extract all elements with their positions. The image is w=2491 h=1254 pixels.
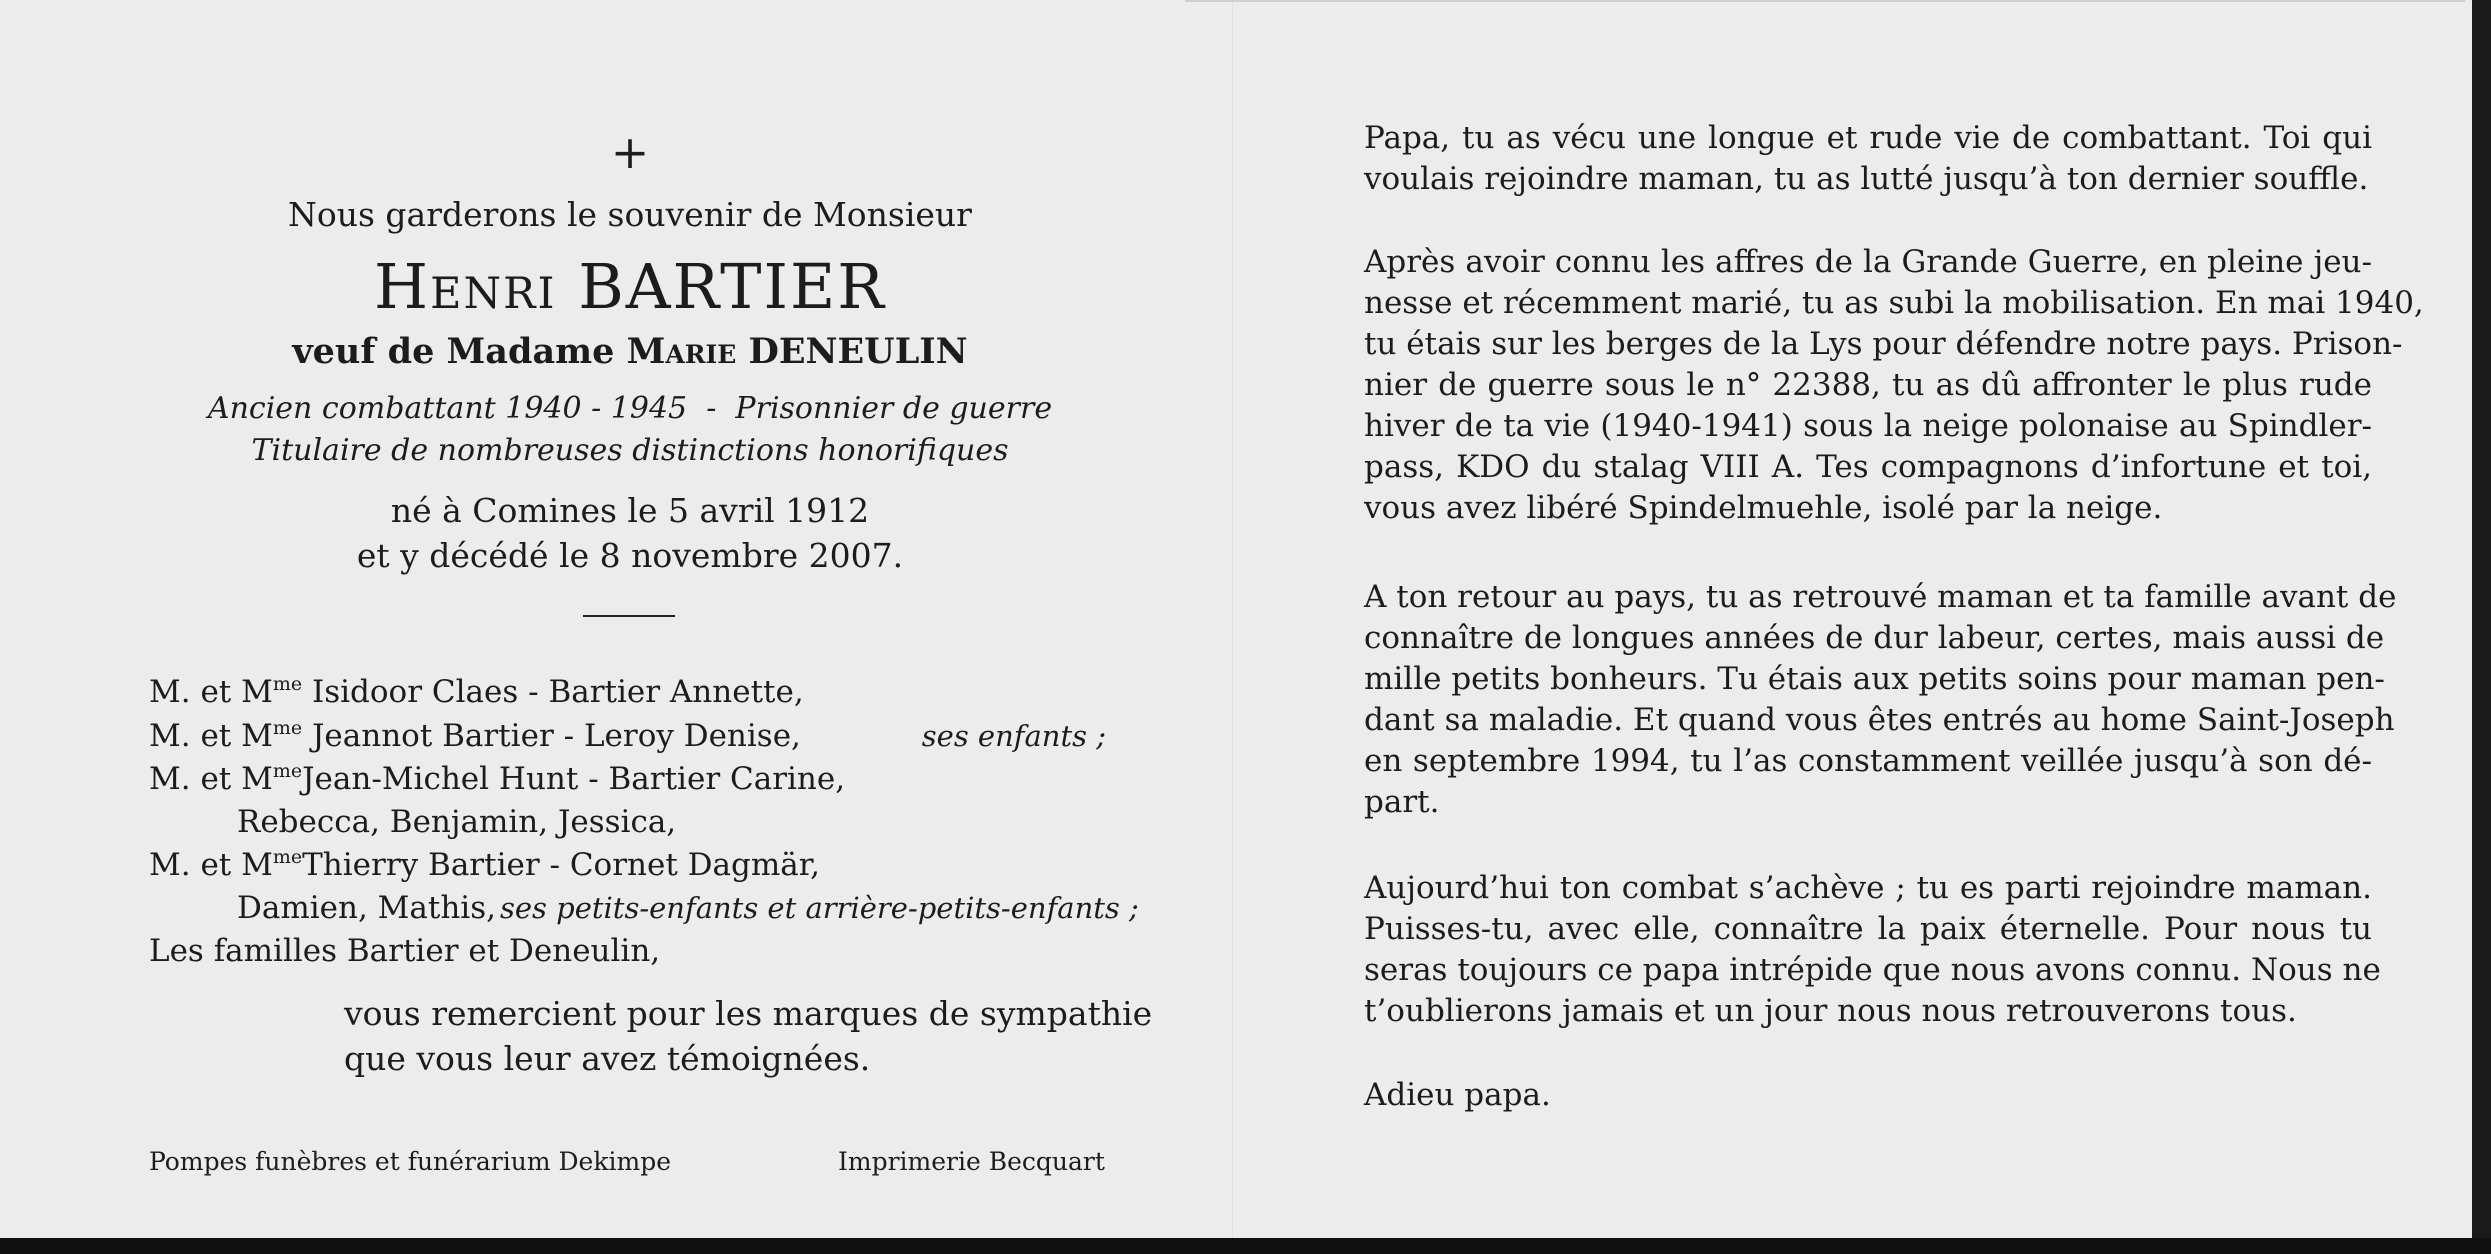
scan-edge-bottom xyxy=(0,1238,2491,1254)
birth-line: né à Comines le 5 avril 1912 xyxy=(390,491,870,530)
paragraph-3: A ton retour au pays, tu as retrouvé maman et ta famille avant de connaître de longues années de dur labeur, certes, mais aussi de mille petits bonheurs. Tu étais aux petits soins pour maman pen- dant sa maladie. Et quand vous êtes entrés au home Saint-Joseph en septembre 1994, tu l’as constamment veillée jusqu’à son dé- part. xyxy=(1364,579,2397,820)
family-line: M. et $M^{me}Jean$-Michel Hunt - Bartier Carine, xyxy=(149,760,846,797)
family-line: Damien, Mathis, xyxy=(237,890,496,926)
thanks-line-2: que vous leur avez témoignées. xyxy=(344,1039,871,1078)
first-name: Henri xyxy=(374,250,557,323)
spouse-first-name: Marie xyxy=(626,331,737,372)
family-line: M. et $M^{me}Thierry$ Bartier - Cornet Dagmär, xyxy=(149,846,820,883)
family-line: Rebecca, Benjamin, Jessica, xyxy=(237,804,677,840)
paragraph-4: Aujourd’hui ton combat s’achève ; tu es parti rejoindre maman. Puisses-tu, avec elle, connaître la paix éternelle. Pour nous tu seras toujours ce papa intrépide que nous avons connu. Nous ne t’oublierons jamais et un jour nous nous retrouverons tous. xyxy=(1364,870,2381,1029)
title-line-2: Titulaire de nombreuses distinctions honorifiques xyxy=(251,433,1009,468)
spouse-prefix: veuf de Madame xyxy=(292,331,615,372)
thanks-line-1: vous remercient pour les marques de sympathie xyxy=(344,994,1153,1033)
grandchildren-note: ses petits-enfants et arrière-petits-enfants ; xyxy=(500,891,1139,925)
printer-credit: Imprimerie Becquart xyxy=(838,1147,1105,1176)
family-line: M. et $M^{me}$ Jeannot Bartier - Leroy Denise, xyxy=(149,717,801,754)
spouse-line xyxy=(140,326,1120,378)
paragraph-2: Après avoir connu les affres de la Grande Guerre, en pleine jeu- nesse et récemment marié, tu as subi la mobilisation. En mai 1940, tu étais sur les berges de la Lys pour défendre notre pays. Prison- nier de guerre sous le n° 22388, tu as dû affronter le plus rude hiver de ta vie (1940-1941) sous la neige polonaise au Spindler- pass, KDO du stalag VIII A. Tes compagnons d’infortune et toi, vous avez libéré Spindelmuehle, isolé par la neige. xyxy=(1364,244,2424,526)
spouse-last-name: DENEULIN xyxy=(748,331,968,372)
death-line: et y décédé le 8 novembre 2007. xyxy=(356,536,904,575)
family-line: M. et $M^{me}$ Isidoor Claes - Bartier Annette, xyxy=(149,673,804,710)
divider xyxy=(583,615,675,617)
family-line: Les familles Bartier et Deneulin, xyxy=(149,933,661,969)
children-note: ses enfants ; xyxy=(921,719,1106,753)
scan-edge-top xyxy=(1185,0,2465,2)
souvenir-line: Nous garderons le souvenir de Monsieur xyxy=(288,195,972,234)
left-panel xyxy=(0,0,1232,1238)
scan-edge-right xyxy=(2472,0,2491,1254)
last-name: BARTIER xyxy=(578,250,886,323)
paragraph-1: Papa, tu as vécu une longue et rude vie de combattant. Toi qui voulais rejoindre maman, tu as lutté jusqu’à ton dernier souffle. xyxy=(1364,120,2372,197)
cross-symbol: + xyxy=(610,125,650,179)
paragraph-5: Adieu papa. xyxy=(1364,1077,1551,1113)
funeral-home: Pompes funèbres et funérarium Dekimpe xyxy=(149,1147,671,1176)
card-fold xyxy=(1232,0,1233,1238)
deceased-name xyxy=(140,242,1120,332)
title-line-1: Ancien combattant 1940 - 1945 - Prisonnier de guerre xyxy=(207,391,1053,426)
